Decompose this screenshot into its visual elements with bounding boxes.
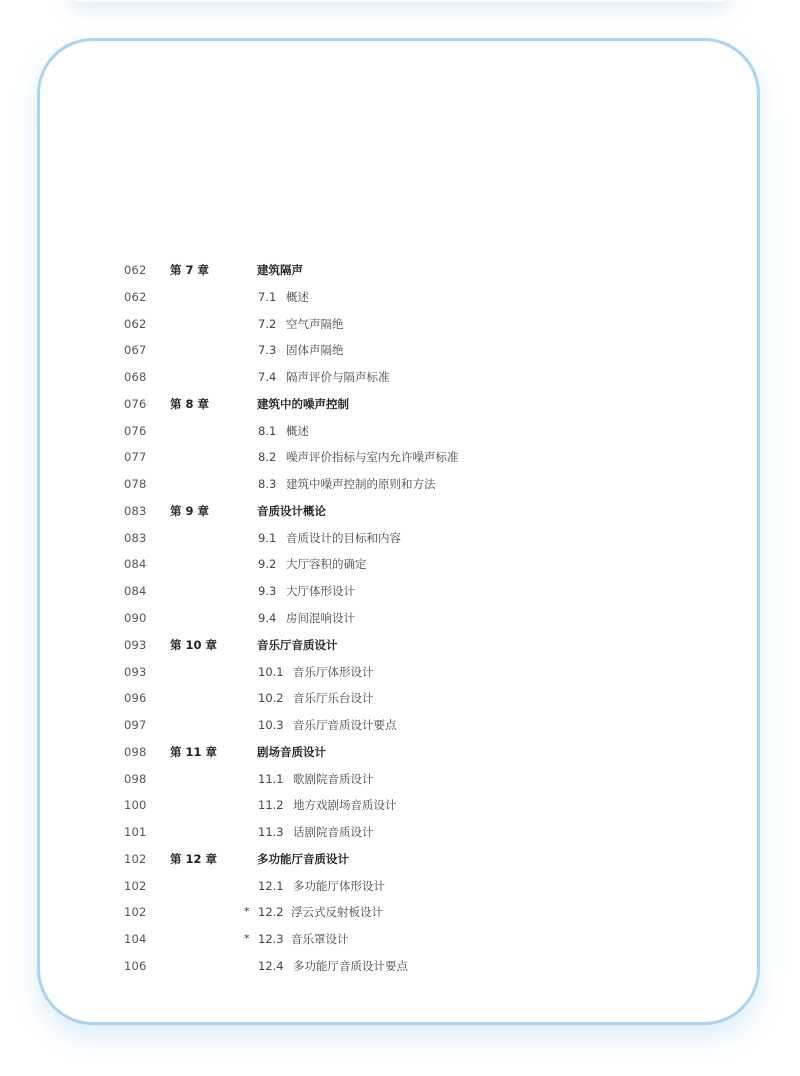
toc-section-row [0,367,800,387]
page-number: 097 [124,718,147,733]
section-number: 8.2 [258,450,277,465]
page-number: 067 [124,343,147,358]
page-number: 083 [124,503,147,518]
page-number: 084 [124,557,147,572]
section-number: 12.4 [258,959,284,974]
section-number: 9.2 [258,557,277,572]
toc-section-row [0,447,800,467]
section-title: 音乐罩设计 [291,932,349,947]
section-title: 歌剧院音质设计 [293,771,374,786]
section-number: 8.1 [258,423,277,438]
page-number: 100 [124,798,147,813]
section-title: 话剧院音质设计 [293,825,374,840]
chapter-title: 音质设计概论 [257,503,326,518]
toc-section-row [0,608,800,628]
section-title: 音质设计的目标和内容 [286,530,401,545]
chapter-label: 第 11 章 [170,744,218,759]
toc-section-row [0,822,800,842]
section-title: 大厅体形设计 [286,584,355,599]
section-number: 11.2 [258,798,284,813]
page-number: 062 [124,316,147,331]
page-number: 083 [124,530,147,545]
page-number: 102 [124,851,147,866]
toc-chapter-row [0,635,800,655]
chapter-title: 建筑隔声 [257,263,303,277]
page-number: 077 [124,450,147,465]
section-number: 7.1 [258,289,277,304]
section-title: 噪声评价指标与室内允许噪声标准 [286,450,459,465]
section-number: 7.4 [258,370,277,385]
toc-section-row [0,581,800,601]
page-number: 078 [124,477,147,492]
page-number: 090 [124,611,147,625]
chapter-label: 第 9 章 [170,503,210,518]
section-title: 隔声评价与隔声标准 [286,370,390,385]
page-number: 098 [124,771,147,786]
toc-chapter-row [0,742,800,762]
section-number: 9.4 [258,611,277,625]
section-number: 7.2 [258,316,277,331]
page-number: 068 [124,370,147,385]
page-number: 102 [124,905,147,920]
toc-section-row [0,528,800,548]
page-number: 106 [124,959,147,974]
page-number: 104 [124,932,147,947]
section-number: 12.1 [258,878,284,893]
page-number: 101 [124,825,147,840]
toc-chapter-row [0,394,800,414]
section-title: 空气声隔绝 [286,316,344,331]
toc-section-row [0,956,800,976]
chapter-label: 第 7 章 [170,263,210,277]
toc-section-row [0,876,800,896]
section-number: 10.1 [258,664,284,679]
toc-chapter-row [0,260,800,280]
optional-section-mark: * [244,932,250,946]
page-number: 084 [124,584,147,599]
page-number: 076 [124,423,147,438]
section-title: 概述 [286,423,309,438]
page-number: 093 [124,637,147,652]
toc-section-row [0,662,800,682]
chapter-label: 第 10 章 [170,637,218,652]
section-number: 10.3 [258,718,284,733]
optional-section-mark: * [244,905,250,919]
section-title: 固体声隔绝 [286,343,344,358]
page-number: 102 [124,878,147,893]
section-number: 12.2 [258,905,284,920]
section-title: 大厅容积的确定 [286,557,367,572]
section-title: 地方戏剧场音质设计 [293,798,397,813]
toc-section-row [0,287,800,307]
section-title: 音乐厅体形设计 [293,664,374,679]
section-title: 建筑中噪声控制的原则和方法 [286,477,436,492]
page-number: 062 [124,289,147,304]
section-number: 9.1 [258,530,277,545]
top-shadow-decoration [70,0,730,2]
section-number: 8.3 [258,477,277,492]
section-number: 11.3 [258,825,284,840]
toc-section-row [0,715,800,735]
toc-chapter-row [0,849,800,869]
section-title: 多功能厅体形设计 [293,878,385,893]
chapter-title: 音乐厅音质设计 [257,637,338,652]
chapter-label: 第 8 章 [170,396,210,411]
section-number: 10.2 [258,691,284,706]
section-title: 多功能厅音质设计要点 [293,959,408,974]
page-number: 096 [124,691,147,706]
section-number: 9.3 [258,584,277,599]
toc-section-row [0,554,800,574]
toc-section-row [0,769,800,789]
section-title: 概述 [286,289,309,304]
page-number: 062 [124,263,147,277]
toc-section-row [0,474,800,494]
section-number: 7.3 [258,343,277,358]
chapter-label: 第 12 章 [170,851,218,866]
toc-chapter-row [0,501,800,521]
page-number: 093 [124,664,147,679]
toc-section-row [0,795,800,815]
toc-section-row [0,929,800,949]
section-title: 浮云式反射板设计 [291,905,383,920]
section-title: 房间混响设计 [286,611,355,625]
toc-section-row [0,340,800,360]
page-number: 076 [124,396,147,411]
chapter-title: 剧场音质设计 [257,744,326,759]
toc-section-row [0,421,800,441]
chapter-title: 建筑中的噪声控制 [257,396,349,411]
toc-section-row [0,314,800,334]
toc-section-row [0,688,800,708]
chapter-title: 多功能厅音质设计 [257,851,349,866]
section-number: 12.3 [258,932,284,947]
section-number: 11.1 [258,771,284,786]
page-number: 098 [124,744,147,759]
toc-section-row [0,902,800,922]
section-title: 音乐厅音质设计要点 [293,718,397,733]
section-title: 音乐厅乐台设计 [293,691,374,706]
